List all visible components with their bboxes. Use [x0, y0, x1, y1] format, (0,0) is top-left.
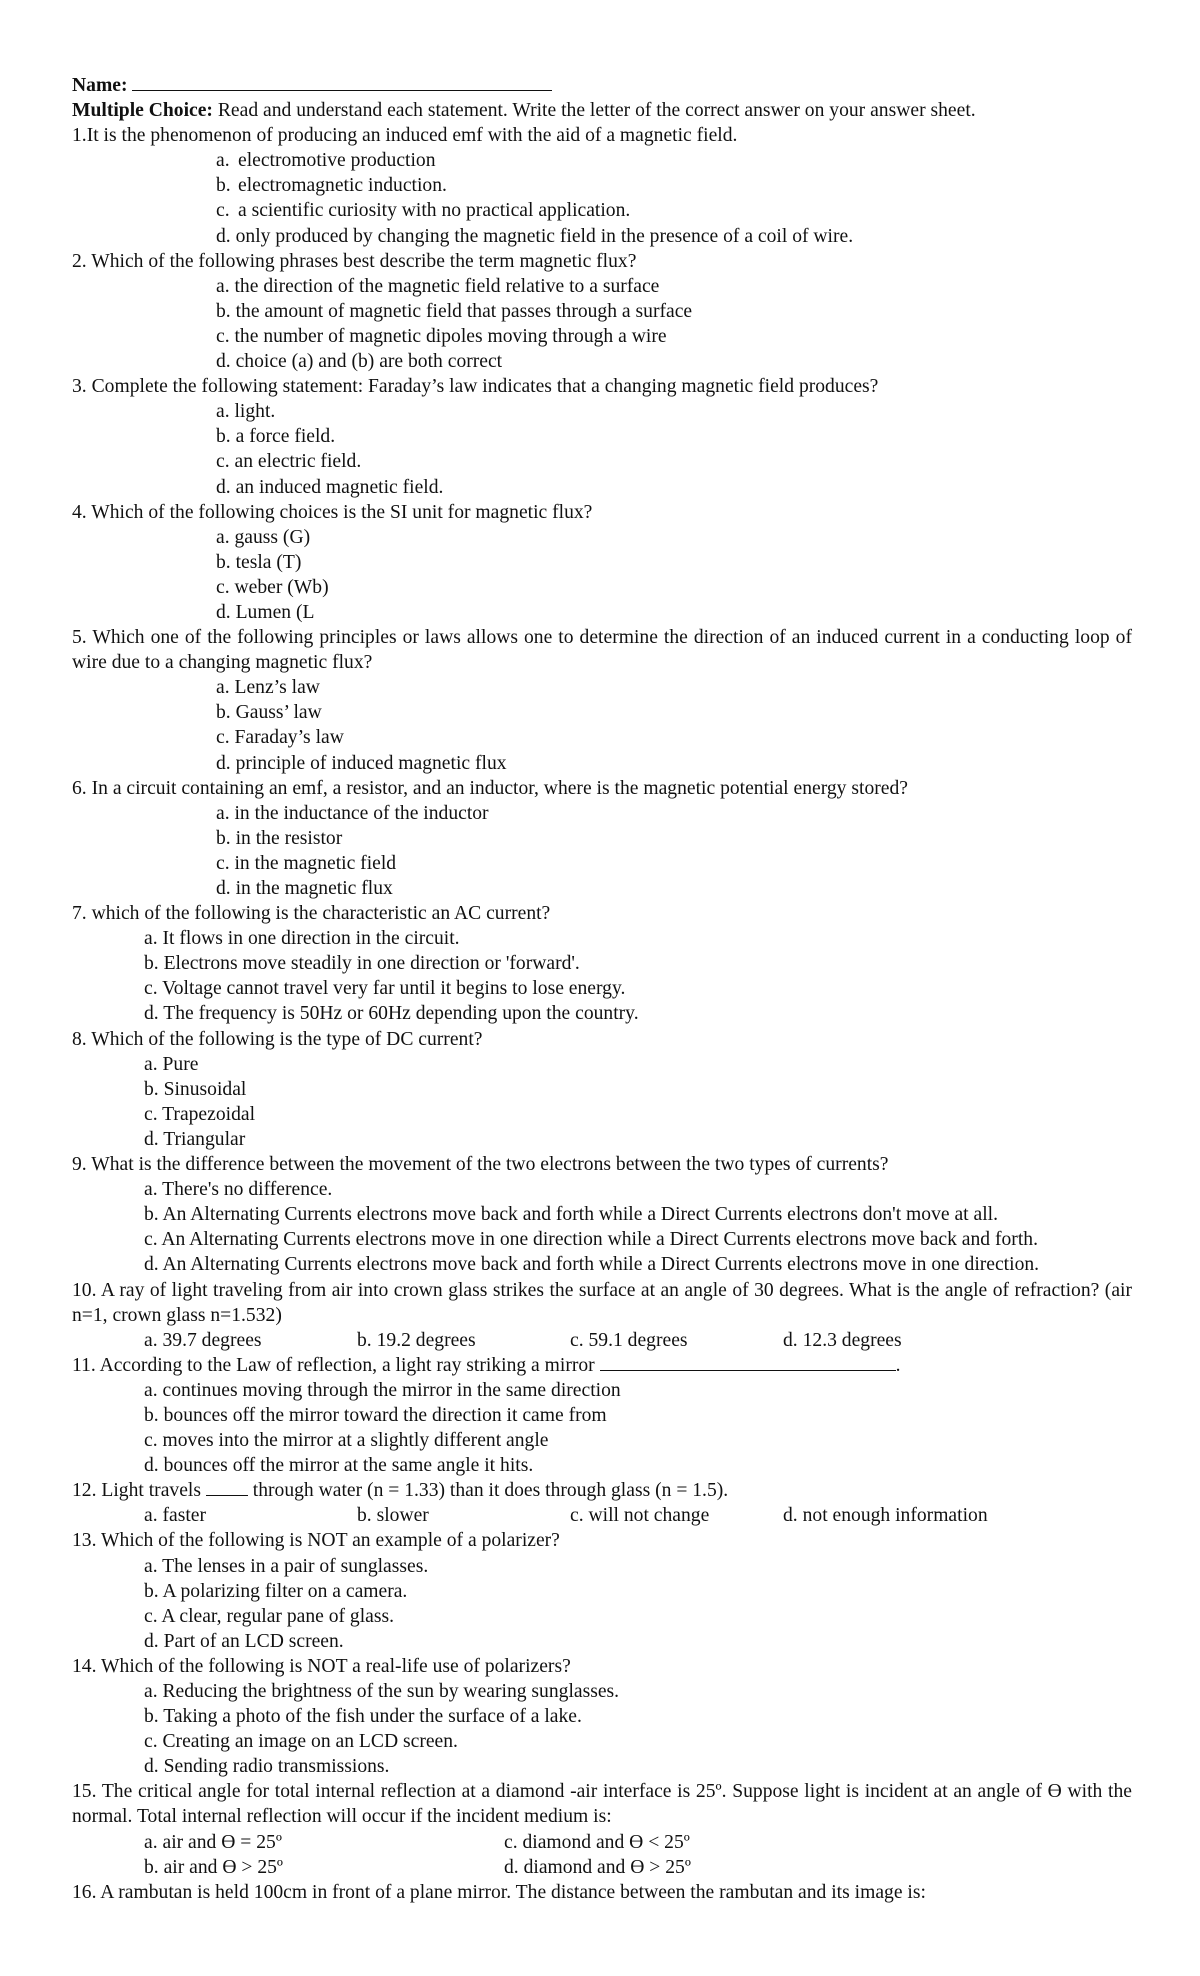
question-9-stem: 9. What is the difference between the movement of the two electrons between the two types of currents? [72, 1154, 889, 1176]
question-14-stem: 14. Which of the following is NOT a real-life use of polarizers? [72, 1655, 571, 1677]
question-7-stem: 7. which of the following is the characteristic an AC current? [72, 903, 551, 925]
worksheet [72, 72, 1132, 1905]
question-7-option-a: a. It flows in one direction in the circuit. [144, 928, 460, 950]
question-12-options [72, 1503, 1132, 1528]
question-13-stem: 13. Which of the following is NOT an example of a polarizer? [72, 1530, 560, 1552]
question-16-stem: 16. A rambutan is held 100cm in front of a plane mirror. The distance between the rambutan and its image is: [72, 1881, 926, 1903]
question-11-option-b: b. bounces off the mirror toward the direction it came from [144, 1404, 607, 1426]
question-7-option-c: c. Voltage cannot travel very far until it begins to lose energy. [144, 978, 626, 1000]
question-2-stem: 2. Which of the following phrases best describe the term magnetic flux? [72, 250, 637, 272]
question-5-option-a: a. Lenz’s law [216, 677, 320, 699]
question-14-option-d: d. Sending radio transmissions. [144, 1756, 390, 1778]
question-2-option-b: b. the amount of magnetic field that passes through a surface [216, 300, 693, 322]
name-blank [132, 72, 552, 91]
question-15-option-a: a. air and ϴ = 25º [144, 1831, 282, 1853]
question-12-option-b: b. slower [357, 1505, 429, 1527]
question-9-option-c: c. An Alternating Currents electrons move in one direction while a Direct Currents electrons move back and forth. [144, 1229, 1038, 1251]
question-3-option-d: d. an induced magnetic field. [216, 476, 444, 498]
question-12-option-c: c. will not change [570, 1505, 710, 1527]
question-2-option-a: a. the direction of the magnetic field relative to a surface [216, 275, 660, 297]
name-row [72, 72, 1132, 98]
question-12-stem: 12. Light travels through water (n = 1.33) than it does through glass (n = 1.5). [72, 1480, 729, 1502]
question-8-option-a: a. Pure [144, 1053, 199, 1075]
question-4-option-d: d. Lumen (L [216, 601, 315, 623]
question-1-stem: 1.It is the phenomenon of producing an induced emf with the aid of a magnetic field. [72, 125, 738, 147]
question-3-option-c: c. an electric field. [216, 451, 362, 473]
question-10-option-c: c. 59.1 degrees [570, 1329, 688, 1351]
question-3-option-b: b. a force field. [216, 426, 336, 448]
question-1-option-c: c. a scientific curiosity with no practical application. [216, 200, 631, 222]
question-2-option-c: c. the number of magnetic dipoles moving through a wire [216, 325, 667, 347]
question-8-option-c: c. Trapezoidal [144, 1103, 256, 1125]
question-5-stem: 5. Which one of the following principles or laws allows one to determine the direction of an induced current in a conducting loop of wire due to a changing magnetic flux? [72, 627, 1132, 674]
question-15-option-b: b. air and ϴ > 25º [144, 1856, 284, 1878]
question-5-option-b: b. Gauss’ law [216, 702, 322, 724]
question-12-option-d: d. not enough information [783, 1505, 988, 1527]
question-14-option-a: a. Reducing the brightness of the sun by wearing sunglasses. [144, 1681, 620, 1702]
question-4-option-c: c. weber (Wb) [216, 576, 329, 598]
question-7-option-b: b. Electrons move steadily in one direction or 'forward'. [144, 953, 580, 975]
question-12-option-a: a. faster [144, 1505, 207, 1527]
question-2-option-d: d. choice (a) and (b) are both correct [216, 351, 503, 373]
question-15-stem: 15. The critical angle for total internal reflection at a diamond -air interface is 25º. Suppose light is incident at an angle of ϴ with the normal. Total internal reflection will occur if the incident medium is: [72, 1781, 1132, 1828]
question-11-stem: 11. According to the Law of reflection, a light ray striking a mirror . [72, 1354, 901, 1376]
question-5-option-d: d. principle of induced magnetic flux [216, 752, 507, 774]
instructions-label: Multiple Choice: [72, 100, 213, 122]
question-8-option-d: d. Triangular [144, 1128, 246, 1150]
question-10-option-b: b. 19.2 degrees [357, 1329, 476, 1351]
instructions [72, 98, 1132, 123]
instructions-text: Read and understand each statement. Write the letter of the correct answer on your answer sheet. [212, 100, 976, 122]
question-1-option-a: a. electromotive production [216, 150, 436, 172]
question-4-stem: 4. Which of the following choices is the SI unit for magnetic flux? [72, 501, 593, 523]
question-15-options-row-1 [72, 1830, 1132, 1855]
question-15-options-row-2 [72, 1855, 1132, 1880]
question-11-option-a: a. continues moving through the mirror in the same direction [144, 1379, 621, 1401]
question-13-option-b: b. A polarizing filter on a camera. [144, 1580, 408, 1602]
question-11-option-d: d. bounces off the mirror at the same angle it hits. [144, 1455, 534, 1477]
question-4-option-a: a. gauss (G) [216, 526, 311, 548]
question-15-option-c: c. diamond and ϴ < 25º [504, 1831, 690, 1853]
question-6-option-a: a. in the inductance of the inductor [216, 802, 489, 824]
question-15-option-d: d. diamond and ϴ > 25º [504, 1856, 691, 1878]
question-4-option-b: b. tesla (T) [216, 551, 302, 573]
question-3-stem: 3. Complete the following statement: Faraday’s law indicates that a changing magnetic field produces? [72, 376, 879, 398]
question-10-option-a: a. 39.7 degrees [144, 1329, 262, 1351]
question-9-option-d: d. An Alternating Currents electrons move back and forth while a Direct Currents electrons move in one direction. [144, 1254, 1040, 1276]
question-6-option-c: c. in the magnetic field [216, 852, 397, 874]
question-10-options [72, 1328, 1132, 1353]
question-3-option-a: a. light. [216, 401, 276, 423]
question-9-option-a: a. There's no difference. [144, 1179, 333, 1201]
question-13-option-a: a. The lenses in a pair of sunglasses. [144, 1555, 429, 1577]
question-5-option-c: c. Faraday’s law [216, 727, 344, 749]
question-10-option-d: d. 12.3 degrees [783, 1329, 902, 1351]
answer-blank [600, 1354, 896, 1371]
question-6-option-d: d. in the magnetic flux [216, 878, 393, 899]
question-6-stem: 6. In a circuit containing an emf, a resistor, and an inductor, where is the magnetic potential energy stored? [72, 777, 908, 799]
question-6-option-b: b. in the resistor [216, 827, 343, 849]
question-8-stem: 8. Which of the following is the type of DC current? [72, 1028, 483, 1050]
question-13-option-c: c. A clear, regular pane of glass. [144, 1605, 395, 1627]
question-7-option-d: d. The frequency is 50Hz or 60Hz depending upon the country. [144, 1003, 639, 1025]
question-1-option-d: d. only produced by changing the magnetic field in the presence of a coil of wire. [216, 225, 854, 247]
answer-blank [206, 1479, 248, 1496]
question-13-option-d: d. Part of an LCD screen. [144, 1630, 344, 1652]
question-14-option-c: c. Creating an image on an LCD screen. [144, 1731, 458, 1753]
question-10-stem: 10. A ray of light traveling from air into crown glass strikes the surface at an angle of 30 degrees. What is the angle of refraction? (air n=1, crown glass n=1.532) [72, 1279, 1132, 1326]
question-8-option-b: b. Sinusoidal [144, 1078, 247, 1100]
question-11-option-c: c. moves into the mirror at a slightly different angle [144, 1430, 549, 1452]
question-14-option-b: b. Taking a photo of the fish under the surface of a lake. [144, 1706, 582, 1728]
question-1-option-b: b. electromagnetic induction. [216, 175, 447, 197]
name-label: Name: [72, 75, 128, 96]
question-9-option-b: b. An Alternating Currents electrons move back and forth while a Direct Currents electrons don't move at all. [144, 1204, 998, 1226]
